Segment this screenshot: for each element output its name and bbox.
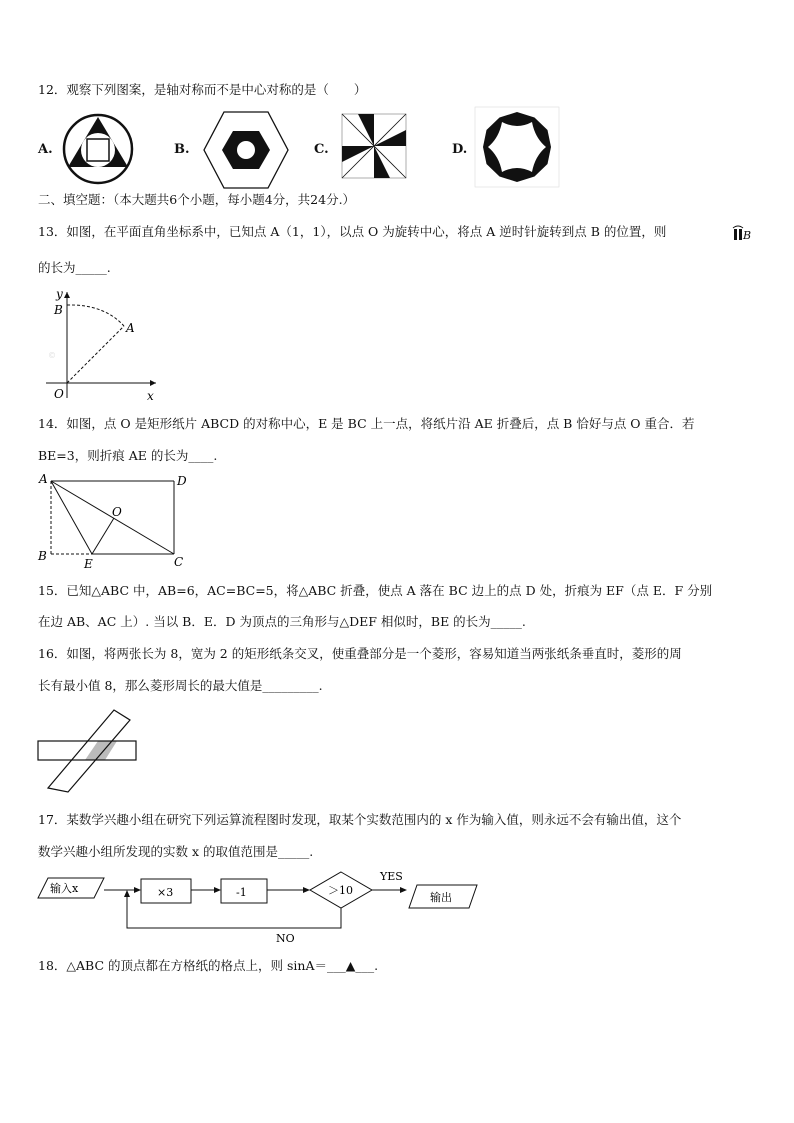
- q13-label-y: y: [56, 287, 63, 301]
- q16-line1: 16．如图，将两张长为 8，宽为 2 的矩形纸条交叉，使重叠部分是一个菱形，容易知道当两张纸条垂直时，菱形的周: [38, 646, 682, 661]
- q13-coordinate-figure: [38, 286, 168, 404]
- q14-label-e: E: [84, 557, 93, 571]
- q12-option-b-label: B.: [174, 142, 190, 157]
- q17-line2: 数学兴趣小组所发现的实数 x 的取值范围是_____.: [38, 844, 314, 859]
- svg-text:B: B: [743, 229, 752, 242]
- q13-line2: 的长为_____.: [38, 260, 111, 275]
- q12-option-c-figure: [340, 112, 408, 180]
- q14-label-a: A: [39, 472, 48, 486]
- q12-option-b-figure: [200, 108, 292, 192]
- flow-condition-label: ＞10: [328, 884, 353, 897]
- q15-line2: 在边 AB、AC 上）. 当以 B．E．D 为顶点的三角形与△DEF 相似时，BE 的长为_____.: [38, 614, 526, 629]
- q13-label-x: x: [147, 389, 154, 403]
- flow-yes-label: YES: [380, 870, 403, 883]
- q12-option-d-figure: [474, 106, 560, 188]
- q12-option-a-label: A.: [38, 142, 53, 157]
- q13-label-b: B: [54, 303, 63, 317]
- section-heading: 二、填空题：（本大题共6个小题，每小题4分，共24分.）: [38, 192, 356, 207]
- q14-label-b: B: [38, 549, 47, 563]
- q14-rectangle-figure: [36, 470, 196, 572]
- flow-no-label: NO: [276, 932, 295, 945]
- q12-stem: 12．观察下列图案，是轴对称而不是中心对称的是（ ）: [38, 82, 367, 97]
- flow-output-label: 输出: [430, 891, 452, 904]
- q14-line2: BE=3，则折痕 AE 的长为____.: [38, 448, 218, 463]
- q17-flowchart: [36, 866, 486, 946]
- q14-line1: 14．如图，点 O 是矩形纸片 ABCD 的对称中心，E 是 BC 上一点，将纸片沿 AE 折叠后，点 B 恰好与点 O 重合．若: [38, 416, 695, 431]
- q17-line1: 17．某数学兴趣小组在研究下列运算流程图时发现，取某个实数范围内的 x 作为输入值，则永远不会有输出值，这个: [38, 812, 682, 827]
- q16-line2: 长有最小值 8，那么菱形周长的最大值是_________.: [38, 678, 323, 693]
- q13-label-a: A: [126, 321, 135, 335]
- flow-input-label: 输入x: [50, 882, 79, 895]
- q14-label-o: O: [112, 505, 122, 519]
- q12-option-c-label: C.: [314, 142, 329, 157]
- q14-label-d: D: [177, 474, 187, 488]
- q16-strips-figure: [36, 708, 140, 794]
- q13-arc-symbol: [731, 224, 753, 242]
- q12-option-a-figure: [60, 110, 140, 190]
- q14-label-c: C: [174, 555, 184, 569]
- q13-label-o: O: [54, 387, 64, 401]
- flow-multiply-label: ×3: [157, 886, 174, 899]
- q13-line1: 13．如图，在平面直角坐标系中，已知点 A（1，1），以点 O 为旋转中心，将点 A 逆时针旋转到点 B 的位置，则: [38, 224, 667, 239]
- q12-option-d-label: D.: [452, 142, 468, 157]
- flow-subtract-label: -1: [236, 886, 247, 899]
- q15-line1: 15．已知△ABC 中，AB=6，AC=BC=5，将△ABC 折叠，使点 A 落在 BC 边上的点 D 处，折痕为 EF（点 E．F 分别: [38, 583, 713, 598]
- svg-text:©: ©: [48, 351, 56, 360]
- q18-text: 18．△ABC 的顶点都在方格纸的格点上，则 sinA＝___▲___.: [38, 958, 379, 973]
